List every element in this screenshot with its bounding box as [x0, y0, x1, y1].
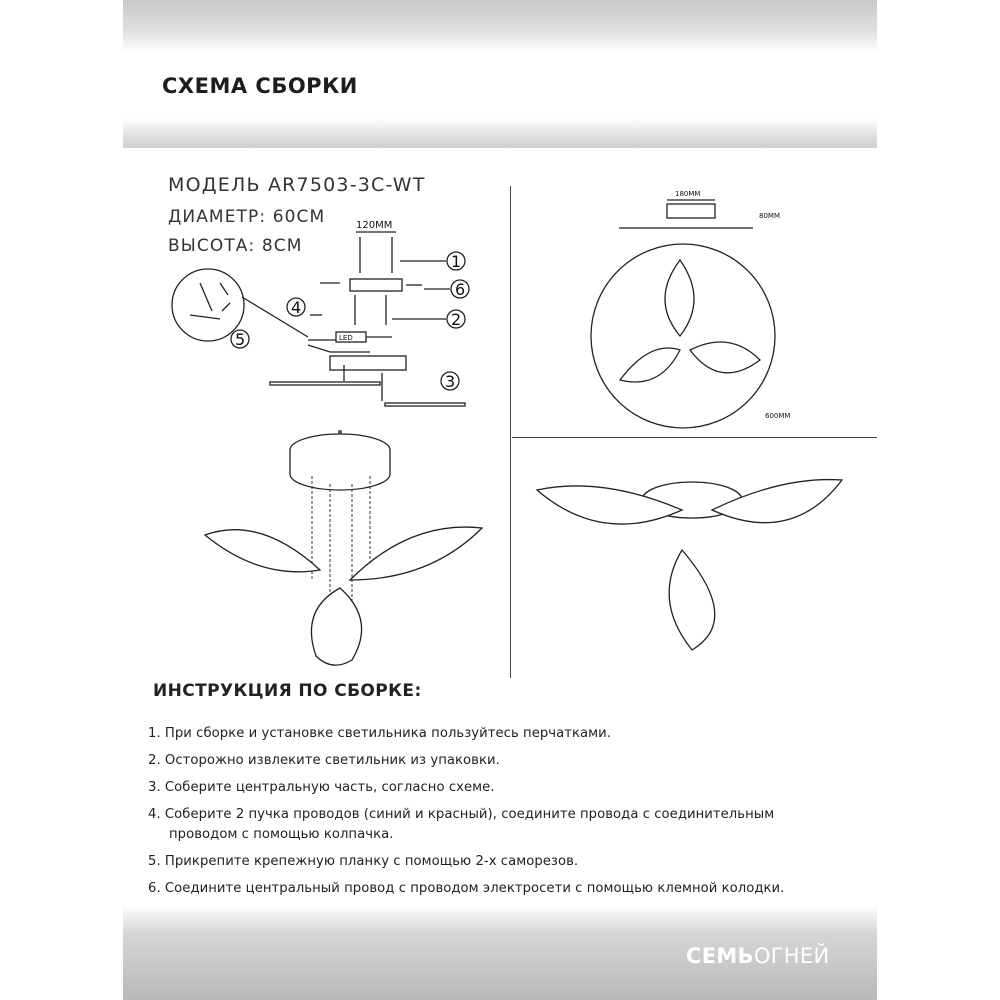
svg-text:4: 4: [291, 298, 302, 317]
led-driver-group: [270, 332, 465, 406]
led-label: LED: [339, 334, 353, 342]
top-leaf-2: [620, 348, 680, 382]
top-height-label: 80ММ: [759, 212, 780, 220]
callout-6: [424, 280, 469, 299]
horizontal-divider: [512, 437, 877, 438]
instructions-title: ИНСТРУКЦИЯ ПО СБОРКЕ:: [153, 681, 422, 701]
instruction-step-1: 1. При сборке и установке светильника пользуйтесь перчатками.: [148, 726, 612, 741]
callout-5: [231, 330, 249, 349]
ceiling-panel: [270, 382, 380, 385]
brand-logo: СЕМЬОГНЕЙ: [686, 944, 830, 968]
side-elevation: [615, 188, 785, 248]
vertical-divider: [510, 186, 511, 678]
leaf-center: [311, 588, 361, 665]
magnifier-contents: [190, 283, 230, 319]
central-plate: [330, 356, 406, 370]
svg-text:5: 5: [235, 330, 246, 349]
circular-top-view: [590, 240, 820, 430]
model-spec: МОДЕЛЬ AR7503-3C-WT: [168, 174, 426, 196]
canopy-side: [667, 204, 715, 218]
diameter-spec: ДИАМЕТР: 60СМ: [168, 207, 326, 227]
callout-3: [441, 372, 459, 391]
canopy-body: [290, 450, 390, 490]
leaf-left: [205, 530, 320, 572]
callout-2: [392, 310, 465, 329]
instruction-step-5: 5. Прикрепите крепежную планку с помощью 2-х саморезов.: [148, 854, 579, 869]
assembly-diagram: [160, 215, 500, 415]
svg-text:3: 3: [445, 372, 456, 391]
bracket-dim-label: 120ММ: [356, 220, 393, 231]
exploded-fixture-diagram: [200, 420, 500, 680]
instruction-step-6: 6. Соедините центральный провод с проводом электросети с помощью клемной колодки.: [148, 881, 785, 896]
magnifier-circle: [172, 269, 244, 341]
svg-text:1: 1: [451, 252, 462, 271]
instruction-step-3: 3. Соберите центральную часть, согласно схеме.: [148, 780, 495, 795]
callout-1: [400, 252, 465, 271]
top-width-label: 180ММ: [675, 190, 701, 198]
top-leaf-3: [690, 342, 760, 373]
perspective-leaf-center: [669, 550, 715, 650]
perspective-leaf-right: [712, 480, 842, 523]
callout-4: [287, 298, 305, 317]
instruction-step-4: 4. Соберите 2 пучка проводов (синий и красный), соедините провода с соединительным проводом с помощью колпачка.: [148, 807, 775, 842]
svg-text:2: 2: [451, 310, 462, 329]
circle-diameter-label: 600ММ: [765, 412, 791, 420]
top-leaf-1: [665, 260, 694, 336]
mounting-bracket-group: [310, 220, 422, 325]
height-spec: ВЫСОТА: 8СМ: [168, 236, 303, 256]
instruction-step-2: 2. Осторожно извлеките светильник из упаковки.: [148, 753, 500, 768]
lower-panel: [385, 403, 465, 406]
page-title: СХЕМА СБОРКИ: [162, 74, 358, 98]
svg-text:6: 6: [455, 280, 466, 299]
instruction-steps: [148, 724, 860, 906]
mounting-bracket: [350, 279, 402, 291]
perspective-view: [532, 470, 862, 660]
